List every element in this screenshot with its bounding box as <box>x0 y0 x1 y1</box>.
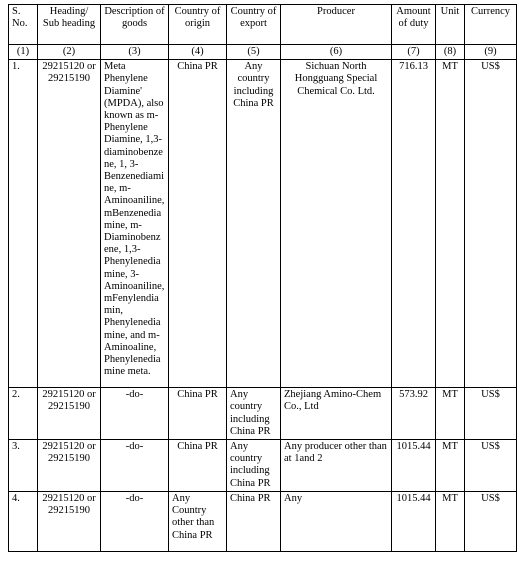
table-row <box>9 60 517 388</box>
header-description: Description of goods <box>101 5 169 45</box>
export-cell: Any country including China PR <box>227 388 281 440</box>
column-number: (9) <box>465 45 517 60</box>
column-number-row <box>9 45 517 60</box>
column-number: (6) <box>281 45 392 60</box>
producer-cell: Any producer other than at 1and 2 <box>281 440 392 492</box>
origin-cell: China PR <box>169 388 227 440</box>
header-origin: Country of origin <box>169 5 227 45</box>
heading-cell: 29215120 or 29215190 <box>38 440 101 492</box>
heading-cell: 29215120 or 29215190 <box>38 60 101 388</box>
table-row <box>9 388 517 440</box>
description-cell: -do- <box>101 492 169 552</box>
header-sno: S. No. <box>9 5 38 45</box>
amount-cell: 716.13 <box>392 60 436 388</box>
export-cell: Any country including China PR <box>227 60 281 388</box>
producer-cell: Any <box>281 492 392 552</box>
origin-cell: China PR <box>169 60 227 388</box>
table-row <box>9 492 517 552</box>
amount-cell: 1015.44 <box>392 492 436 552</box>
column-number: (7) <box>392 45 436 60</box>
description-cell: Meta Phenylene Diamine' (MPDA), also known as m-Phenylene Diamine, 1,3-diaminobenzene, 1, 3-Benzenediamine, m-Aminoaniline, mBenzenediamine, m-Diaminobenzene, 1,3-Phenylenediamine, 3-Aminoaniline, mFenylendiamin, Phenylenediamine, and m-Aminoaline, Phenylenediamine meta. <box>101 60 169 388</box>
column-number: (4) <box>169 45 227 60</box>
producer-cell: Sichuan North Hongguang Special Chemical Co. Ltd. <box>281 60 392 388</box>
sno-cell: 2. <box>9 388 38 440</box>
currency-cell: US$ <box>465 492 517 552</box>
column-number: (2) <box>38 45 101 60</box>
header-heading: Heading/ Sub heading <box>38 5 101 45</box>
column-number: (8) <box>436 45 465 60</box>
duty-table <box>8 4 517 552</box>
export-cell: China PR <box>227 492 281 552</box>
unit-cell: MT <box>436 60 465 388</box>
table-row <box>9 440 517 492</box>
header-currency: Currency <box>465 5 517 45</box>
origin-cell: Any Country other than China PR <box>169 492 227 552</box>
producer-cell: Zhejiang Amino-Chem Co., Ltd <box>281 388 392 440</box>
header-row <box>9 5 517 45</box>
header-producer: Producer <box>281 5 392 45</box>
description-cell: -do- <box>101 388 169 440</box>
column-number: (1) <box>9 45 38 60</box>
origin-cell: China PR <box>169 440 227 492</box>
amount-cell: 1015.44 <box>392 440 436 492</box>
heading-cell: 29215120 or 29215190 <box>38 388 101 440</box>
unit-cell: MT <box>436 388 465 440</box>
header-unit: Unit <box>436 5 465 45</box>
sno-cell: 3. <box>9 440 38 492</box>
currency-cell: US$ <box>465 60 517 388</box>
description-cell: -do- <box>101 440 169 492</box>
export-cell: Any country including China PR <box>227 440 281 492</box>
sno-cell: 1. <box>9 60 38 388</box>
currency-cell: US$ <box>465 388 517 440</box>
amount-cell: 573.92 <box>392 388 436 440</box>
sno-cell: 4. <box>9 492 38 552</box>
unit-cell: MT <box>436 492 465 552</box>
heading-cell: 29215120 or 29215190 <box>38 492 101 552</box>
column-number: (3) <box>101 45 169 60</box>
header-export: Country of export <box>227 5 281 45</box>
currency-cell: US$ <box>465 440 517 492</box>
column-number: (5) <box>227 45 281 60</box>
header-amount: Amount of duty <box>392 5 436 45</box>
unit-cell: MT <box>436 440 465 492</box>
